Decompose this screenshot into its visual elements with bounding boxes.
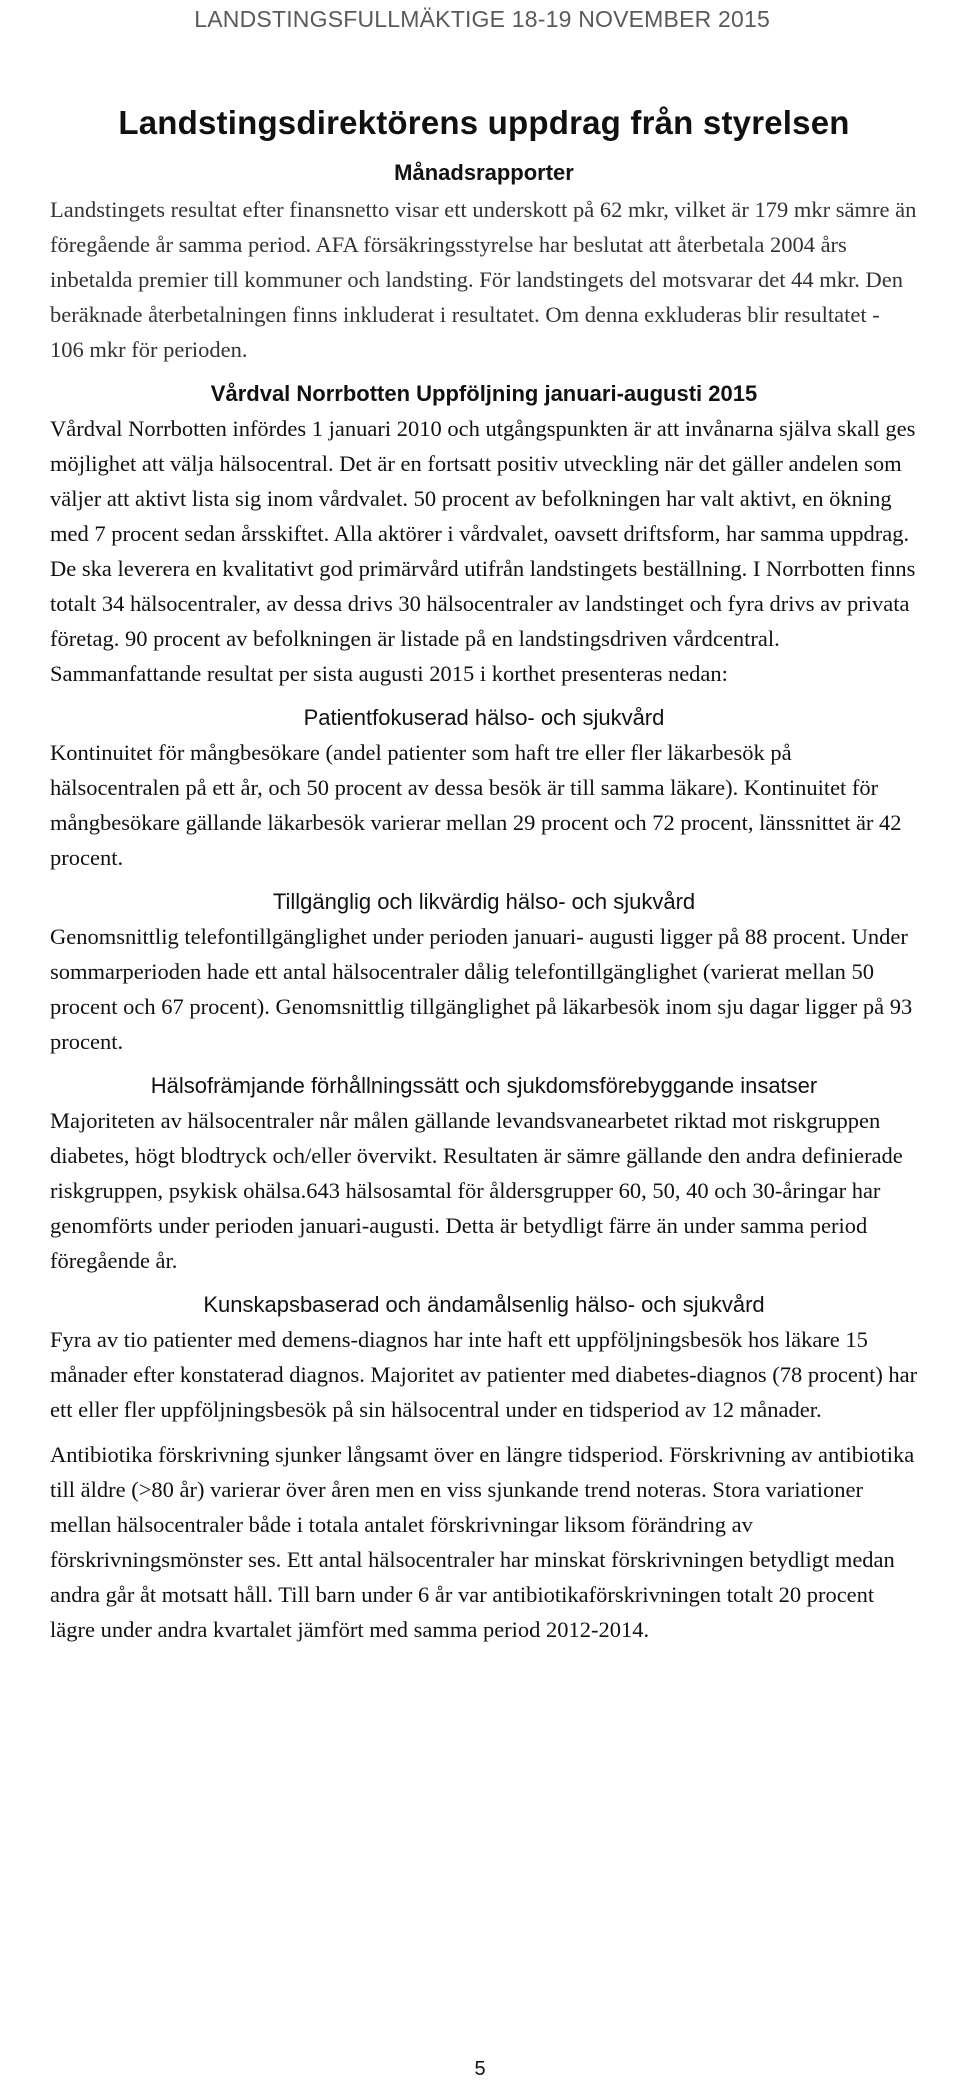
paragraph-patient-focused: Kontinuitet för mångbesökare (andel patienter som haft tre eller fler läkarbesök på hälsocentralen på ett år, och 50 procent av dessa besök är till samma läkare). Kontinuitet för mångbesökare gällande läkarbesök varierar mellan 29 procent och 72 procent, länssnittet är 42 procent. xyxy=(50,740,902,870)
running-header: LANDSTINGSFULLMÄKTIGE 18-19 NOVEMBER 2015 xyxy=(194,6,770,32)
heading-health-promotion: Hälsofrämjande förhållningssätt och sjukdomsförebyggande insatser xyxy=(150,1073,818,1098)
heading-monthly-reports: Månadsrapporter xyxy=(394,160,574,185)
heading-patient-focused: Patientfokuserad hälso- och sjukvård xyxy=(303,705,665,730)
paragraph-summary-intro: Sammanfattande resultat per sista augusti 2015 i korthet presenteras nedan: xyxy=(50,661,728,686)
paragraph-health-promotion: Majoriteten av hälsocentraler når målen gällande levandsvanearbetet riktad mot riskgruppen diabetes, högt blodtryck och/eller övervikt. Resultaten är sämre gällande den andra definierade riskgruppen, psykisk ohälsa.643 hälsosamtal för åldersgrupper 60, 50, 40 och 30-åringar har genomförts under perioden januari-augusti. Detta är betydligt färre än under samma period föregående år. xyxy=(50,1108,903,1273)
paragraph-care-choice: Vårdval Norrbotten infördes 1 januari 2010 och utgångspunkten är att invånarna själva skall ges möjlighet att välja hälsocentral. Det är en fortsatt positiv utveckling när det gäller andelen som väljer att aktivt lista sig inom vårdvalet. 50 procent av befolkningen har valt aktivt, en ökning med 7 procent sedan årsskiftet. Alla aktörer i vårdvalet, oavsett driftsform, har samma uppdrag. De ska leverera en kvalitativt god primärvård utifrån landstingets beställning. I Norrbotten finns totalt 34 hälsocentraler, av dessa drivs 30 hälsocentraler av landstinget och fyra drivs av privata företag. 90 procent av befolkningen är listade på en landstingsdriven vårdcentral. xyxy=(50,416,916,651)
paragraph-dementia-diabetes: Fyra av tio patienter med demens-diagnos har inte haft ett uppföljningsbesök hos läkare 15 månader efter konstaterad diagnos. Majoritet av patienter med diabetes-diagnos (78 procent) har ett eller fler uppföljningsbesök på sin hälsocentral under en tidsperiod av 12 månader. xyxy=(50,1327,918,1422)
paragraph-monthly-reports: Landstingets resultat efter finansnetto visar ett underskott på 62 mkr, vilket är 179 mkr sämre än föregående år samma period. AFA försäkringsstyrelse har beslutat att återbetala 2004 års inbetalda premier till kommuner och landsting. För landstingets del motsvarar det 44 mkr. Den beräknade återbetalningen finns inkluderat i resultatet. Om denna exkluderas blir resultatet - 106 mkr för perioden. xyxy=(50,197,917,362)
heading-accessible-care: Tillgänglig och likvärdig hälso- och sjukvård xyxy=(272,889,696,914)
document-body xyxy=(50,104,918,1647)
heading-knowledge-based: Kunskapsbaserad och ändamålsenlig hälso- och sjukvård xyxy=(203,1292,765,1317)
paragraph-accessible-care: Genomsnittlig telefontillgänglighet under perioden januari- augusti ligger på 88 procent. Under sommarperioden hade ett antal hälsocentraler dålig telefontillgänglighet (varierat mellan 50 procent och 67 procent). Genomsnittlig tillgänglighet på läkarbesök inom sju dagar ligger på 93 procent. xyxy=(50,924,913,1054)
heading-care-choice: Vårdval Norrbotten Uppföljning januari-augusti 2015 xyxy=(210,381,758,406)
document-title: Landstingsdirektörens uppdrag från styrelsen xyxy=(118,104,850,141)
page-number: 5 xyxy=(474,2058,486,2080)
paragraph-antibiotics: Antibiotika förskrivning sjunker långsamt över en längre tidsperiod. Förskrivning av antibiotika till äldre (>80 år) varierar över åren men en viss sjunkande trend noteras. Stora variationer mellan hälsocentraler både i totala antalet förskrivningar liksom förändring av förskrivningsmönster ses. Ett antal hälsocentraler har minskat förskrivningen betydligt medan andra går åt motsatt håll. Till barn under 6 år var antibiotikaförskrivningen totalt 20 procent lägre under andra kvartalet jämfört med samma period 2012-2014. xyxy=(50,1442,915,1642)
